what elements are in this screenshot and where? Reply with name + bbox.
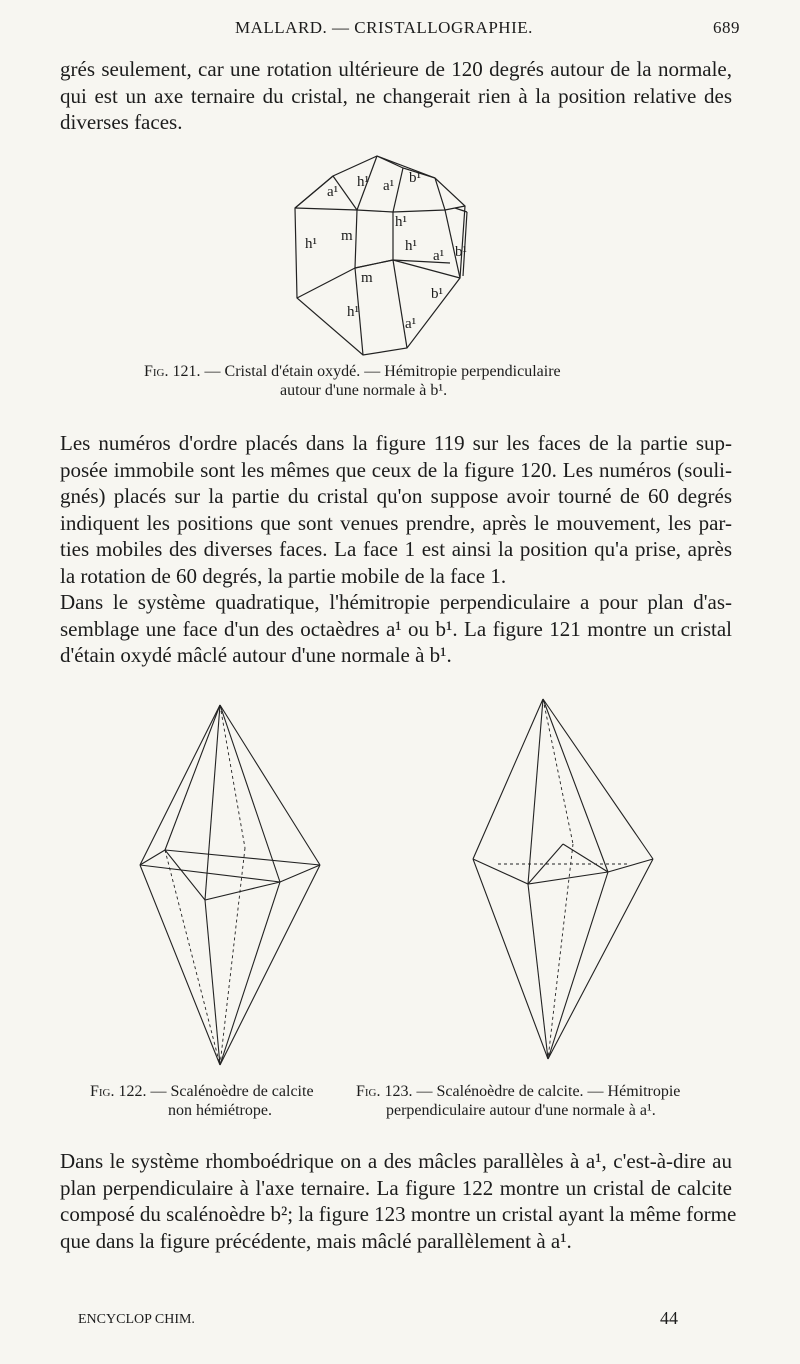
face-label: a¹ — [383, 178, 395, 194]
face-label: h¹ — [305, 236, 317, 252]
figure-121-caption — [144, 362, 561, 400]
face-label: h¹ — [395, 214, 407, 230]
caption-text: — Scalénoèdre de calcite — [150, 1083, 314, 1100]
text-line: semblage une face d'un des octaèdres a¹ ou b¹. La figure 121 montre un cristal — [60, 616, 732, 641]
face-label: h¹ — [405, 238, 417, 254]
face-label: a¹ — [433, 248, 445, 264]
text-line: ties mobiles des diverses faces. La face 1 est ainsi la position qu'a prise, après — [60, 537, 732, 561]
caption-text: — Cristal d'étain oxydé. — Hémitropie perpendiculaire — [204, 363, 561, 380]
figure-123-twinned-scalenohedron — [468, 694, 658, 1064]
text-line: indiquent les positions que sont venues prendre, après le mouvement, les par- — [60, 510, 732, 535]
page-header — [60, 18, 740, 44]
face-label: m — [341, 228, 353, 244]
caption-fig-number: Fig. 122. — [90, 1083, 147, 1100]
page-footer — [78, 1308, 678, 1328]
figure-122-caption — [90, 1082, 314, 1120]
caption-fig-number: Fig. 123. — [356, 1083, 413, 1100]
text-line: diverses faces. — [60, 110, 183, 134]
face-label: m — [361, 270, 373, 286]
text-line: Dans le système rhomboédrique on a des mâcles parallèles à a¹, c'est-à-dire au — [60, 1149, 732, 1173]
text-line: Dans le système quadratique, l'hémitropie perpendiculaire a pour plan d'as- — [60, 590, 732, 614]
paragraph-3 — [60, 589, 732, 669]
figure-121-crystal — [285, 148, 505, 368]
text-line: composé du scalénoèdre b²; la figure 123 montre un cristal ayant la même forme — [60, 1202, 737, 1226]
text-line: grés seulement, car une rotation ultérieure de 120 degrés autour de la normale, — [60, 57, 732, 81]
caption-fig-number: Fig. 121. — [144, 363, 201, 380]
face-label: a¹ — [327, 184, 339, 200]
text-line: que dans la figure précédente, mais mâclé parallèlement à a¹. — [60, 1228, 572, 1253]
face-label: b¹ — [431, 286, 443, 302]
face-label: b¹ — [455, 244, 467, 260]
paragraph-4 — [60, 1148, 737, 1254]
figure-123-caption — [356, 1082, 680, 1120]
signature-mark: 44 — [660, 1308, 678, 1328]
page-number: 689 — [713, 18, 740, 37]
caption-text: perpendiculaire autour d'une normale à a¹. — [386, 1102, 656, 1119]
face-label: b¹ — [409, 170, 421, 186]
running-title: MALLARD. — CRISTALLOGRAPHIE. — [235, 18, 533, 37]
caption-text: autour d'une normale à b¹. — [280, 382, 448, 399]
text-line: d'étain oxydé mâclé autour d'une normale à b¹. — [60, 643, 452, 667]
face-label: a¹ — [405, 316, 417, 332]
text-line: la rotation de 60 degrés, la partie mobile de la face 1. — [60, 563, 507, 588]
text-line: Les numéros d'ordre placés dans la figure 119 sur les faces de la partie sup- — [60, 431, 732, 455]
paragraph-2 — [60, 430, 732, 589]
text-line: gnés) placés sur la partie du cristal qu'on suppose avoir tourné de 60 degrés — [60, 484, 732, 508]
text-line: plan perpendiculaire à l'axe ternaire. La figure 122 montre un cristal de calcite — [60, 1175, 732, 1200]
text-line: qui est un axe ternaire du cristal, ne changerait rien à la position relative des — [60, 83, 732, 108]
paragraph-1 — [60, 56, 732, 136]
caption-text: non hémiétrope. — [168, 1102, 272, 1119]
face-label: h¹ — [347, 304, 359, 320]
figure-122-scalenohedron — [135, 700, 325, 1070]
caption-text: — Scalénoèdre de calcite. — Hémitropie — [416, 1083, 681, 1100]
text-line: posée immobile sont les mêmes que ceux de la figure 120. Les numéros (souli- — [60, 457, 732, 482]
face-label: h¹ — [357, 174, 369, 190]
footer-imprint: ENCYCLOP CHIM. — [78, 1312, 195, 1327]
